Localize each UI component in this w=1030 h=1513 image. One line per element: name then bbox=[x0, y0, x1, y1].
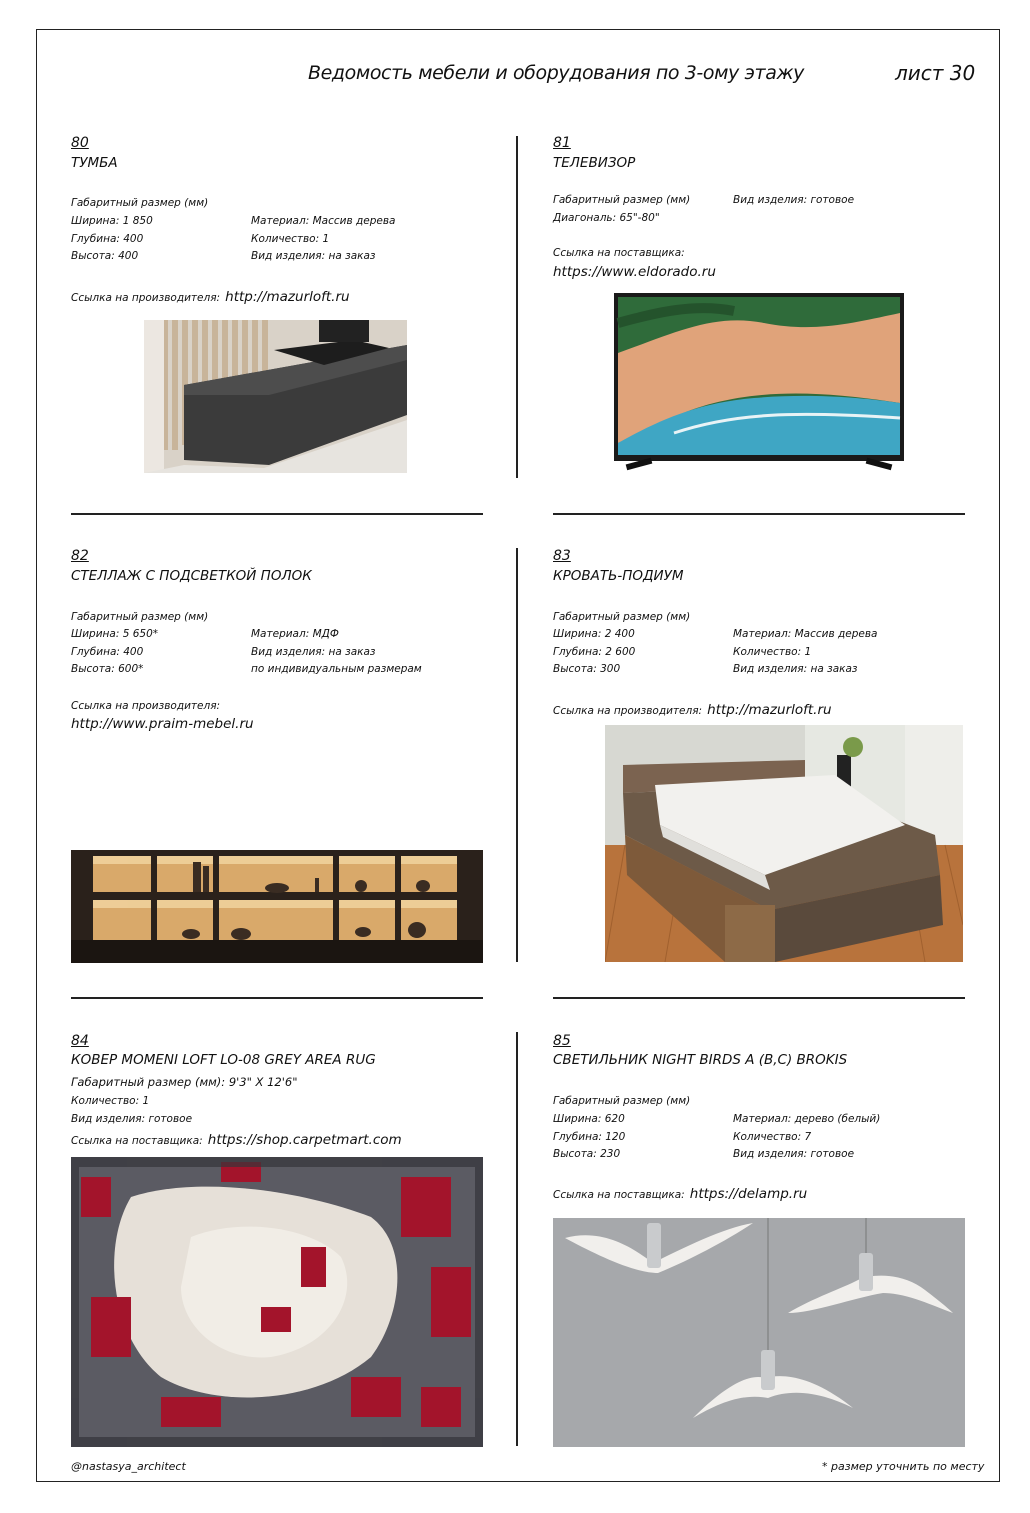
item-number: 81 bbox=[553, 135, 571, 151]
tv-stand-photo bbox=[144, 320, 407, 473]
link-row: Ссылка на поставщика: https://delamp.ru bbox=[553, 1186, 808, 1202]
spec-right: Материал: МДФ Вид изделия: на заказ по индивидуальным размерам bbox=[251, 628, 422, 675]
platform-bed-photo bbox=[605, 725, 963, 962]
column-divider bbox=[516, 1032, 518, 1446]
row-divider bbox=[71, 997, 483, 999]
spec-right: Материал: Массив дерева Количество: 1 Вид изделия: на заказ bbox=[251, 215, 396, 262]
row-divider bbox=[553, 997, 965, 999]
footnote: * размер уточнить по месту bbox=[822, 1460, 985, 1473]
supplier-link[interactable]: https://www.eldorado.ru bbox=[553, 264, 716, 280]
page-title: Ведомость мебели и оборудования по 3-ому этажу bbox=[308, 62, 805, 84]
item-number: 82 bbox=[71, 548, 89, 564]
rug-photo bbox=[71, 1157, 483, 1447]
size-label: Габаритный размер (мм) bbox=[71, 611, 209, 623]
manufacturer-link[interactable]: http://www.praim-mebel.ru bbox=[71, 716, 254, 732]
spec-left: Ширина: 5 650* Глубина: 400 Высота: 600* bbox=[71, 628, 159, 675]
item-name: КОВЕР MOMENI LOFT LO-08 GREY AREA RUG bbox=[71, 1052, 376, 1068]
spec-left: Ширина: 2 400 Глубина: 2 600 Высота: 300 bbox=[553, 628, 636, 675]
link-row: Ссылка на производителя: http://mazurloft.ru bbox=[71, 289, 350, 305]
spec-left: Ширина: 620 Глубина: 120 Высота: 230 bbox=[553, 1113, 626, 1160]
spec-right: Материал: Массив дерева Количество: 1 Вид изделия: на заказ bbox=[733, 628, 878, 675]
sheet-number: лист 30 bbox=[895, 61, 976, 85]
item-name: ТУМБА bbox=[71, 155, 118, 171]
item-name: ТЕЛЕВИЗОР bbox=[553, 155, 636, 171]
link-row: Ссылка на поставщика: https://shop.carpetmart.com bbox=[71, 1132, 402, 1148]
product-type: Вид изделия: готовое bbox=[733, 194, 855, 206]
size: Габаритный размер (мм): 9'3" X 12'6" bbox=[71, 1075, 298, 1089]
row-divider bbox=[71, 513, 483, 515]
item-number: 83 bbox=[553, 548, 571, 564]
item-name: КРОВАТЬ-ПОДИУМ bbox=[553, 568, 684, 584]
quantity: Количество: 1 bbox=[71, 1095, 150, 1107]
link-label: Ссылка на производителя: bbox=[71, 700, 221, 712]
size-label: Габаритный размер (мм) bbox=[553, 194, 691, 206]
author-handle: @nastasya_architect bbox=[71, 1460, 186, 1473]
size-label: Габаритный размер (мм) bbox=[71, 197, 209, 209]
manufacturer-link[interactable]: http://mazurloft.ru bbox=[707, 702, 832, 718]
item-number: 80 bbox=[71, 135, 89, 151]
size-label: Габаритный размер (мм) bbox=[553, 1095, 691, 1107]
manufacturer-link[interactable]: http://mazurloft.ru bbox=[225, 289, 350, 305]
tv-photo bbox=[614, 293, 904, 475]
supplier-link[interactable]: https://shop.carpetmart.com bbox=[207, 1132, 402, 1148]
item-name: СВЕТИЛЬНИК NIGHT BIRDS A (B,C) BROKIS bbox=[553, 1052, 848, 1068]
item-number: 84 bbox=[71, 1033, 89, 1049]
item-number: 85 bbox=[553, 1033, 571, 1049]
column-divider bbox=[516, 136, 518, 478]
column-divider bbox=[516, 548, 518, 962]
link-row: Ссылка на производителя: http://mazurloft.ru bbox=[553, 702, 832, 718]
row-divider bbox=[553, 513, 965, 515]
product-type: Вид изделия: готовое bbox=[71, 1113, 193, 1125]
bird-lamps-photo bbox=[553, 1218, 965, 1447]
lit-shelving-photo bbox=[71, 850, 483, 963]
size-label: Габаритный размер (мм) bbox=[553, 611, 691, 623]
diagonal: Диагональ: 65"-80" bbox=[553, 212, 660, 224]
link-label: Ссылка на поставщика: bbox=[553, 247, 685, 259]
spec-right: Материал: дерево (белый) Количество: 7 Вид изделия: готовое bbox=[733, 1113, 881, 1160]
spec-left: Ширина: 1 850 Глубина: 400 Высота: 400 bbox=[71, 215, 153, 262]
supplier-link[interactable]: https://delamp.ru bbox=[689, 1186, 808, 1202]
item-name: СТЕЛЛАЖ С ПОДСВЕТКОЙ ПОЛОК bbox=[71, 568, 312, 584]
